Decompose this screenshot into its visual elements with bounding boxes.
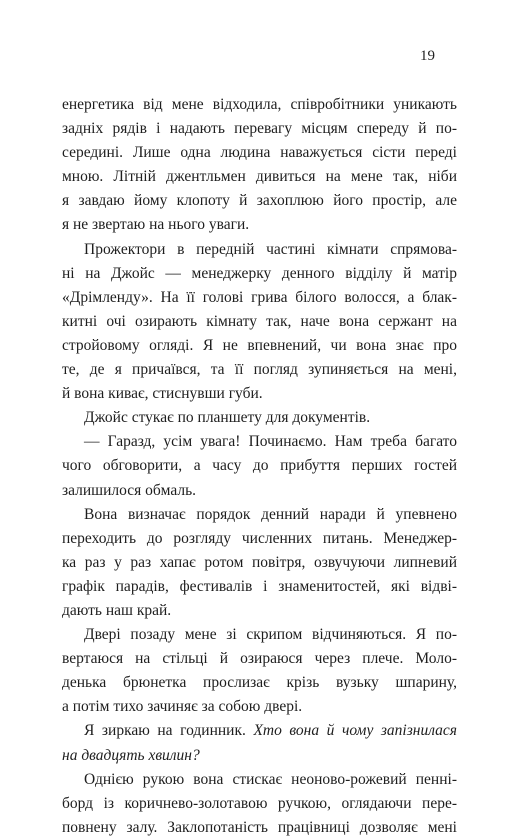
text-run: борд із коричнево-золотавою ручкою, оглядаючи пере- bbox=[62, 794, 457, 812]
text-line bbox=[62, 117, 457, 141]
paragraph bbox=[62, 719, 457, 767]
text-line bbox=[62, 671, 457, 695]
text-run: Вона визначає порядок денний наради й упевнено bbox=[84, 505, 457, 523]
paragraph bbox=[62, 406, 457, 430]
text-run: я завдаю йому клопоту й захоплюю його простір, але bbox=[62, 192, 457, 210]
paragraph bbox=[62, 93, 457, 238]
text-line bbox=[62, 768, 457, 792]
text-line bbox=[62, 527, 457, 551]
paragraph bbox=[62, 238, 457, 407]
text-line bbox=[62, 262, 457, 286]
paragraph bbox=[62, 430, 457, 502]
text-line bbox=[62, 503, 457, 527]
text-run: повнену залу. Заклопотаність працівниці дозволяє мені bbox=[62, 818, 457, 836]
text-run: Двері позаду мене зі скрипом відчиняються. Я по- bbox=[84, 626, 457, 644]
body-text bbox=[62, 93, 457, 840]
text-line bbox=[62, 647, 457, 671]
text-line bbox=[62, 213, 457, 237]
text-run: графік парадів, фестивалів і знаменитостей, які відві- bbox=[62, 577, 457, 595]
text-run: китні очі озирають кімнату так, наче вона сержант на bbox=[62, 312, 457, 330]
text-line bbox=[62, 358, 457, 382]
text-line bbox=[62, 599, 457, 623]
text-line bbox=[62, 744, 457, 768]
text-run: Джойс стукає по планшету для документів. bbox=[84, 409, 371, 427]
text-line bbox=[62, 479, 457, 503]
text-run: переходить до розгляду численних питань. Менеджер- bbox=[62, 529, 457, 547]
text-run: «Дрімленду». На її голові грива білого волосся, а блак- bbox=[62, 288, 457, 306]
text-line bbox=[62, 310, 457, 334]
text-line bbox=[62, 719, 457, 743]
text-line bbox=[62, 792, 457, 816]
text-line bbox=[62, 551, 457, 575]
text-run: я не звертаю на нього уваги. bbox=[62, 216, 250, 234]
text-run: ка раз у раз хапає ротом повітря, озвучуючи липневий bbox=[62, 553, 457, 571]
text-line bbox=[62, 454, 457, 478]
text-run: Однією рукою вона стискає неоново-рожевий пенні- bbox=[84, 770, 457, 788]
text-line bbox=[62, 816, 457, 840]
text-run: денька брюнетка прослизає крізь вузьку шпарину, bbox=[62, 674, 457, 692]
text-run: Я зиркаю на годинник. bbox=[84, 722, 254, 740]
text-run: ні на Джойс — менеджерку денного відділу й матір bbox=[62, 264, 457, 282]
text-line bbox=[62, 93, 457, 117]
text-line bbox=[62, 189, 457, 213]
text-line bbox=[62, 575, 457, 599]
text-line bbox=[62, 141, 457, 165]
text-run: Прожектори в передній частині кімнати спрямова- bbox=[84, 240, 457, 258]
text-run: енергетика від мене відходила, співробітники уникають bbox=[62, 96, 457, 113]
text-run: середині. Лише одна людина наважується сісти переді bbox=[62, 144, 457, 162]
italic-text: Хто вона й чому запізнилася bbox=[253, 722, 458, 740]
text-line bbox=[62, 334, 457, 358]
text-line bbox=[62, 623, 457, 647]
text-run: стройовому огляді. Я не впевнений, чи вона знає про bbox=[62, 336, 457, 354]
italic-text: на двадцять хвилин? bbox=[62, 746, 200, 764]
text-run: дають наш край. bbox=[62, 601, 172, 619]
text-line bbox=[62, 695, 457, 719]
text-run: вертаюся на стільці й озираюся через плече. Моло- bbox=[62, 650, 457, 668]
page-number: 19 bbox=[420, 48, 435, 64]
text-run: залишилося обмаль. bbox=[62, 481, 197, 499]
text-run: чого обговорити, а часу до прибуття перших гостей bbox=[62, 457, 457, 475]
paragraph bbox=[62, 768, 457, 840]
text-run: — Гаразд, усім увага! Починаємо. Нам треба багато bbox=[84, 433, 457, 451]
text-run: мною. Літній джентльмен дивиться на мене так, ніби bbox=[62, 168, 457, 186]
paragraph bbox=[62, 623, 457, 719]
text-run: задніх рядів і надають перевагу місцям спереду й по- bbox=[62, 120, 457, 138]
text-line bbox=[62, 382, 457, 406]
text-line bbox=[62, 406, 457, 430]
text-run: й вона киває, стиснувши губи. bbox=[62, 385, 263, 403]
text-run: те, де я причаївся, та її погляд зупиняється на мені, bbox=[62, 361, 457, 379]
text-line bbox=[62, 238, 457, 262]
paragraph bbox=[62, 503, 457, 623]
text-line bbox=[62, 165, 457, 189]
text-run: а потім тихо зачиняє за собою двері. bbox=[62, 698, 303, 716]
text-line bbox=[62, 430, 457, 454]
text-line bbox=[62, 286, 457, 310]
